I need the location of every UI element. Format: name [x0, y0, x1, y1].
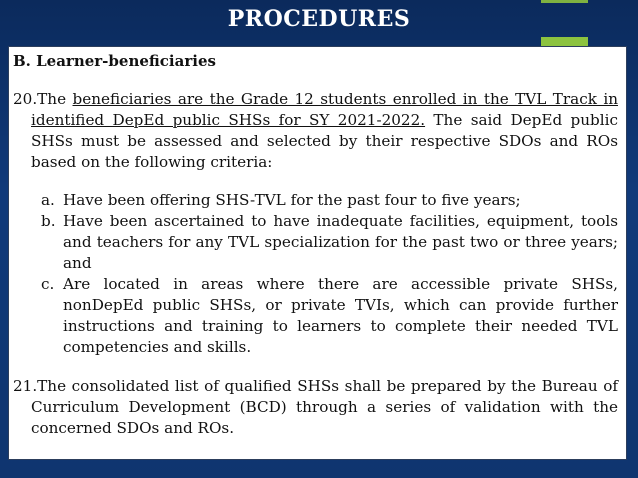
criterion-a — [41, 190, 618, 211]
criterion-a-text: Have been offering SHS-TVL for the past four to five years; — [63, 191, 521, 209]
spacer — [13, 358, 618, 376]
criterion-c-text: Are located in areas where there are accessible private SHSs, nonDepEd public SHSs, or private TVIs, which can provide further instructions and training to learners to complete their needed TVL competencies and skills. — [63, 275, 618, 356]
criterion-c-marker: c. — [41, 275, 55, 293]
item-20 — [13, 89, 618, 173]
slide-title: PROCEDURES — [227, 6, 411, 32]
criteria-list — [13, 190, 618, 358]
criterion-c — [41, 274, 618, 358]
criterion-b — [41, 211, 618, 274]
criterion-a-marker: a. — [41, 191, 55, 209]
criterion-b-marker: b. — [41, 212, 56, 230]
section-heading: B. Learner-beneficiaries — [13, 52, 216, 70]
item-21-number: 21. — [13, 377, 38, 395]
criterion-b-text: Have been ascertained to have inadequate facilities, equipment, tools and teachers for any TVL specialization for the past two or three years; and — [63, 212, 618, 272]
item-20-underlined: beneficiaries are the Grade 12 students enrolled in the TVL Track in identified DepEd public SHSs for SY 2021-2022. — [31, 90, 618, 129]
item-20-rest: The said DepEd public SHSs must be assessed and selected by their respective SDOs and ROs based on the following criteria: — [31, 111, 618, 171]
accent-bar-right — [541, 37, 588, 46]
item-20-prefix: The — [37, 90, 73, 108]
accent-bar-top — [541, 0, 588, 3]
item-20-number: 20. — [13, 90, 38, 108]
content-box — [8, 46, 627, 460]
item-21 — [13, 376, 618, 439]
item-21-text: The consolidated list of qualified SHSs shall be prepared by the Bureau of Curriculum Development (BCD) through a series of validation with the concerned SDOs and ROs. — [31, 377, 618, 437]
